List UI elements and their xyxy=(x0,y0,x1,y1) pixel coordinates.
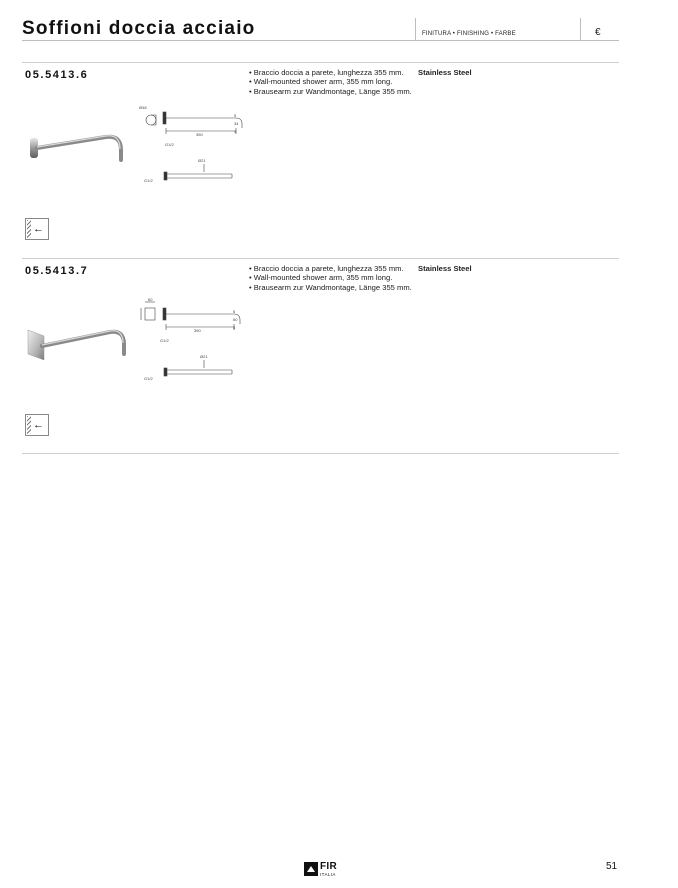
drawing-label: 350 xyxy=(194,328,201,333)
drawing-label: 5 xyxy=(234,113,237,118)
drawing-label: Ø21 xyxy=(198,158,206,163)
wall-mount-arrow-icon: ← xyxy=(25,218,49,240)
drawing-label: G1/2 xyxy=(144,376,153,381)
row-divider xyxy=(22,62,619,63)
drawing-label: 3 xyxy=(233,325,236,330)
drawing-label: 3 xyxy=(234,129,237,134)
shower-arm-square-image xyxy=(26,322,130,364)
brand-logo-text: FIR xyxy=(320,861,338,872)
product-description xyxy=(249,264,414,292)
finish-value: Stainless Steel xyxy=(418,264,472,273)
description-line-de: • Brausearm zur Wandmontage, Länge 355 mm. xyxy=(249,282,412,292)
description-line-it: • Braccio doccia a parete, lunghezza 355 mm. xyxy=(249,68,404,77)
product-code: 05.5413.7 xyxy=(25,265,89,277)
technical-drawing-2 xyxy=(136,294,246,386)
product-description xyxy=(249,68,414,96)
drawing-label: Ø48 xyxy=(139,105,147,110)
currency-column-label: € xyxy=(595,27,601,38)
drawing-label: G1/2 xyxy=(144,178,153,183)
product-code: 05.5413.6 xyxy=(25,69,89,81)
wall-mount-arrow-icon: ← xyxy=(25,414,49,436)
drawing-label: G1/2 xyxy=(160,338,169,343)
description-line-en: • Wall-mounted shower arm, 355 mm long. xyxy=(249,273,393,283)
brand-logo-subtext: ITALIA xyxy=(320,872,336,877)
description-line-en: • Wall-mounted shower arm, 355 mm long. xyxy=(249,77,393,87)
description-line-de: • Brausearm zur Wandmontage, Länge 355 mm. xyxy=(249,86,412,96)
section-end-divider xyxy=(22,453,619,454)
page-number: 51 xyxy=(606,861,618,872)
finish-value: Stainless Steel xyxy=(418,68,472,77)
technical-drawing-1 xyxy=(136,100,246,188)
drawing-label: Ø21 xyxy=(200,354,208,359)
drawing-label: G1/2 xyxy=(165,142,174,147)
fir-logo-icon xyxy=(304,862,318,876)
drawing-label: 350 xyxy=(196,132,203,137)
finish-column-label: FINITURA • FINISHING • FARBE xyxy=(422,31,516,37)
header-column-divider xyxy=(580,18,581,41)
drawing-label: 34 xyxy=(234,121,239,126)
page-title: Soffioni doccia acciaio xyxy=(22,18,256,39)
drawing-label: 60 xyxy=(148,297,153,302)
shower-arm-round-image xyxy=(26,128,126,168)
description-line-it: • Braccio doccia a parete, lunghezza 355 mm. xyxy=(249,264,404,273)
header-column-divider xyxy=(415,18,416,41)
drawing-label: 5 xyxy=(233,309,236,314)
row-divider xyxy=(22,258,619,259)
header-divider xyxy=(22,40,619,41)
drawing-label: 60 xyxy=(233,317,238,322)
